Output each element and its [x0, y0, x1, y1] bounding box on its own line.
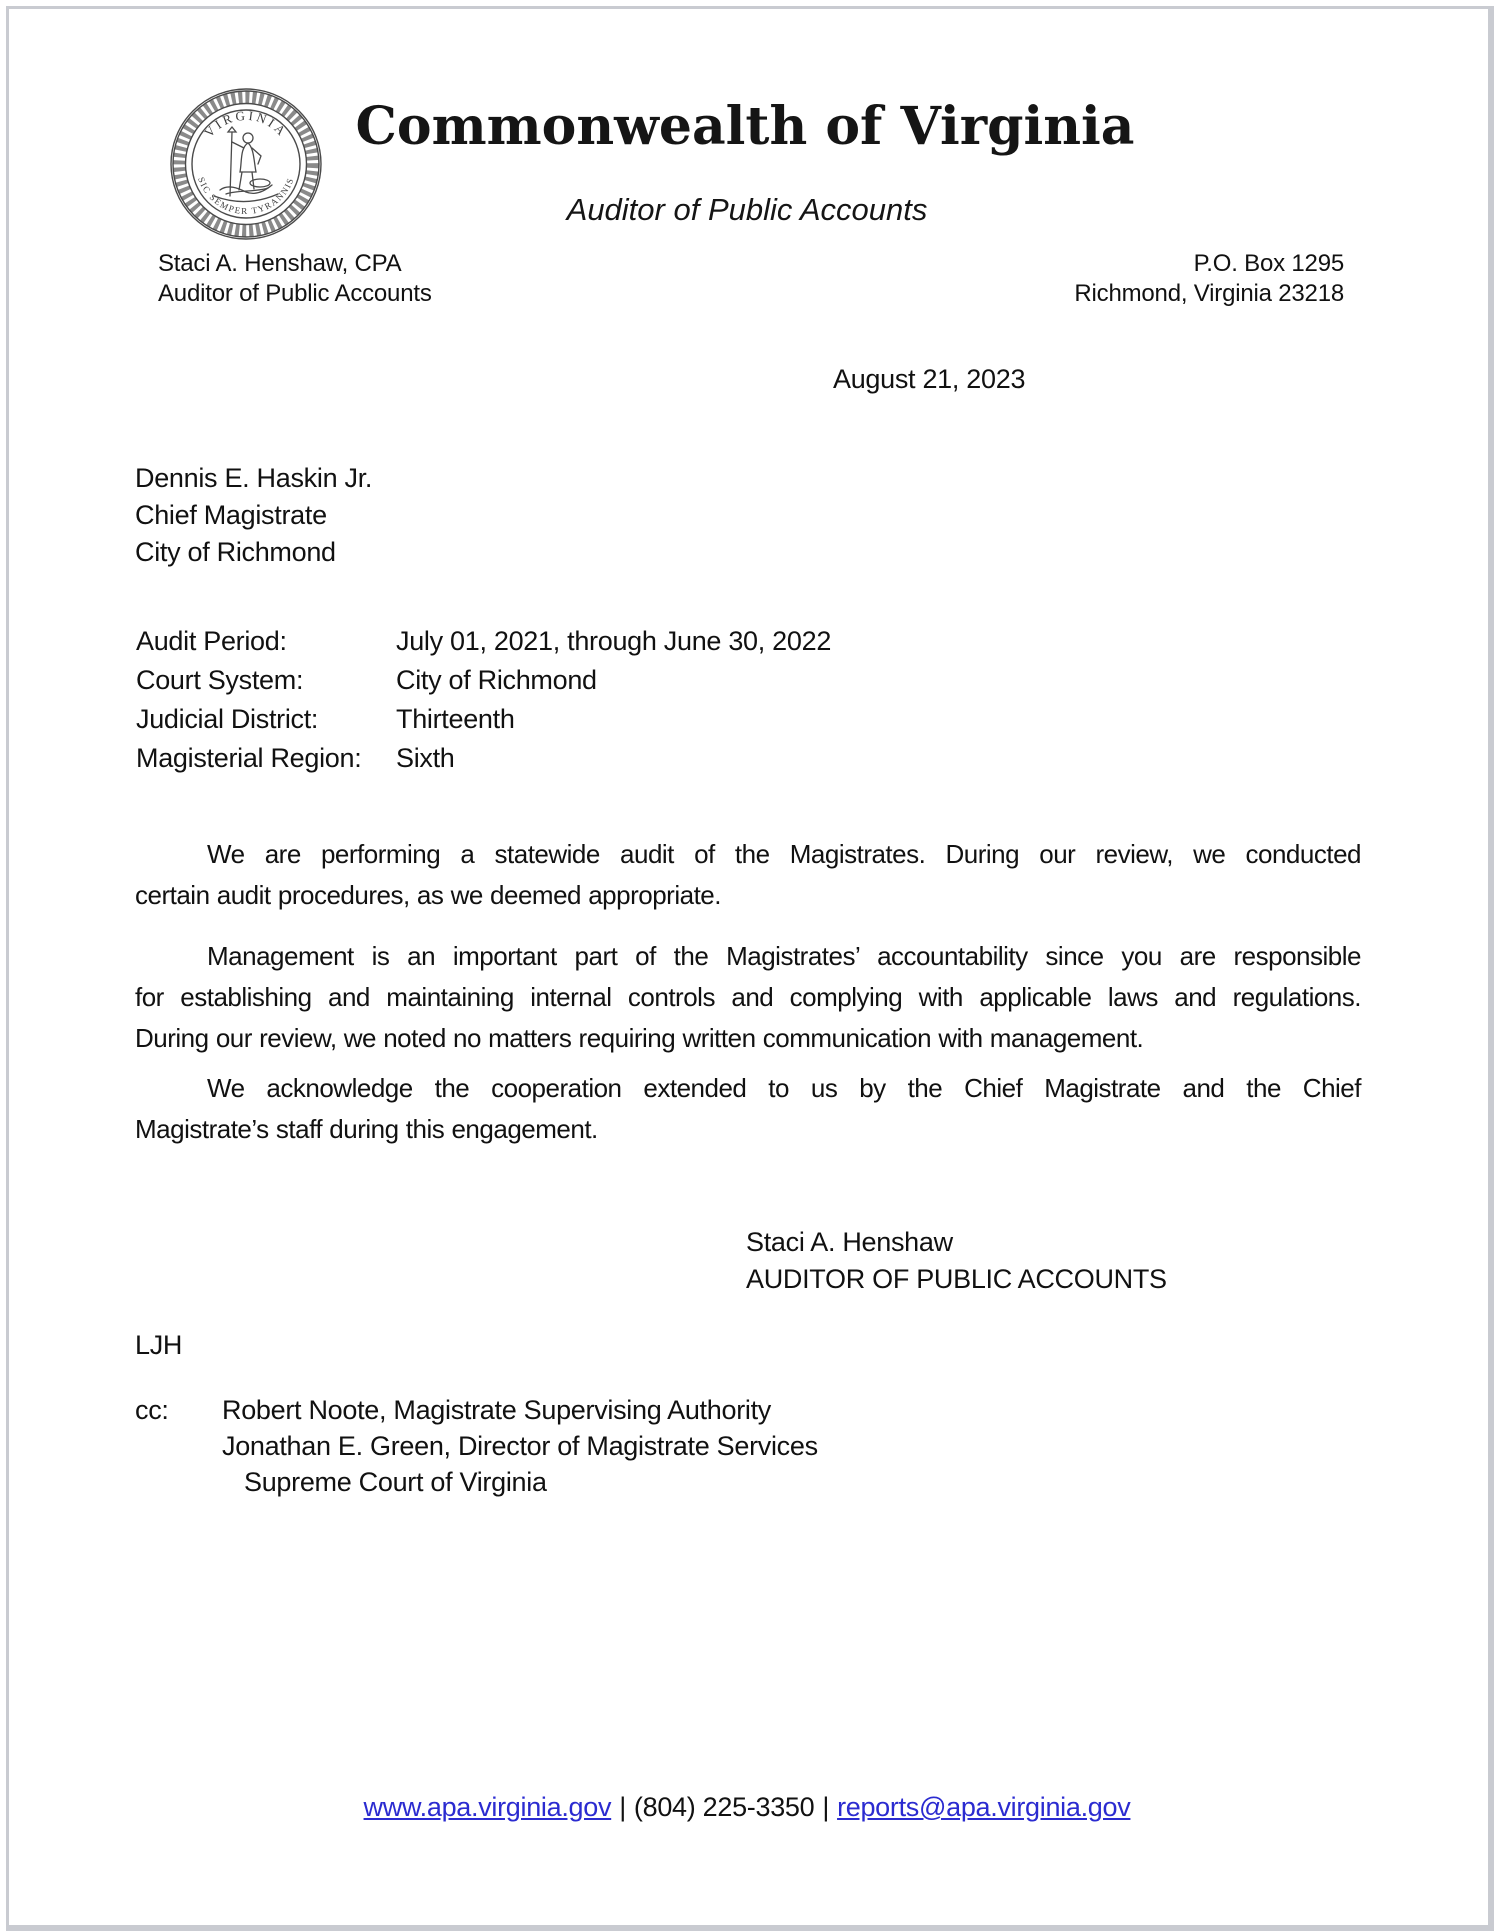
recipient-location: City of Richmond	[135, 537, 336, 567]
signer-name: Staci A. Henshaw	[746, 1227, 953, 1257]
letter-date: August 21, 2023	[833, 364, 1026, 394]
body-paragraph-1	[135, 834, 1361, 916]
cc-entry: Supreme Court of Virginia	[244, 1467, 547, 1497]
court-system-label: Court System:	[136, 665, 304, 695]
seal-top-text: VIRGINIA	[201, 107, 291, 141]
office-address	[1074, 249, 1344, 309]
signature-block	[746, 1224, 1167, 1298]
recipient-block	[135, 460, 372, 571]
paragraph-line: certain audit procedures, as we deemed appropriate.	[135, 880, 721, 910]
footer-separator: |	[822, 1792, 830, 1822]
magisterial-region-label: Magisterial Region:	[136, 743, 362, 773]
cc-entry: Robert Noote, Magistrate Supervising Authority	[222, 1395, 771, 1425]
cc-entry: Jonathan E. Green, Director of Magistrate Services	[222, 1431, 818, 1461]
recipient-title: Chief Magistrate	[135, 500, 327, 530]
paragraph-line: We are performing a statewide audit of the Magistrates. During our review, we conducted	[207, 839, 1361, 869]
audit-info-table	[136, 622, 831, 778]
audit-period-value: July 01, 2021, through June 30, 2022	[396, 626, 832, 656]
footer-contact-bar	[0, 1792, 1494, 1823]
paragraph-line: We acknowledge the cooperation extended to us by the Chief Magistrate and the Chief	[207, 1073, 1361, 1103]
paragraph-line: for establishing and maintaining internal controls and complying with applicable laws and regulations.	[135, 982, 1361, 1012]
court-system-value: City of Richmond	[396, 665, 597, 695]
typist-initials: LJH	[135, 1330, 183, 1360]
paragraph-line: Magistrate’s staff during this engagement.	[135, 1114, 598, 1144]
virginia-seal-icon	[168, 86, 324, 242]
organization-subtitle: Auditor of Public Accounts	[566, 192, 928, 227]
cc-entries	[222, 1392, 818, 1500]
address-line-2: Richmond, Virginia 23218	[1074, 280, 1344, 307]
address-line-1: P.O. Box 1295	[1193, 250, 1344, 277]
organization-title: Commonwealth of Virginia	[355, 96, 1135, 157]
seal-bottom-text: SIC SEMPER TYRANNIS	[196, 175, 296, 217]
virtus-figure	[214, 127, 278, 202]
recipient-name: Dennis E. Haskin Jr.	[135, 463, 373, 493]
official-name: Staci A. Henshaw, CPA	[158, 250, 402, 277]
body-paragraph-2	[135, 936, 1361, 1059]
body-paragraph-3	[135, 1068, 1361, 1150]
email-link[interactable]: reports@apa.virginia.gov	[837, 1792, 1131, 1822]
footer-separator: |	[619, 1792, 626, 1822]
official-title: Auditor of Public Accounts	[158, 280, 432, 307]
paragraph-line: Management is an important part of the Magistrates’ accountability since you are responsible	[207, 941, 1361, 971]
website-link[interactable]: www.apa.virginia.gov	[363, 1792, 612, 1822]
magisterial-region-value: Sixth	[396, 743, 455, 773]
judicial-district-value: Thirteenth	[396, 704, 515, 734]
judicial-district-label: Judicial District:	[136, 704, 319, 734]
paragraph-line: During our review, we noted no matters requiring written communication with management.	[135, 1023, 1144, 1053]
cc-label: cc:	[135, 1395, 169, 1425]
phone-number: (804) 225-3350	[633, 1792, 815, 1822]
cc-block	[135, 1392, 818, 1500]
official-info	[158, 249, 432, 309]
signer-title: AUDITOR OF PUBLIC ACCOUNTS	[746, 1264, 1167, 1294]
audit-period-label: Audit Period:	[136, 626, 287, 656]
